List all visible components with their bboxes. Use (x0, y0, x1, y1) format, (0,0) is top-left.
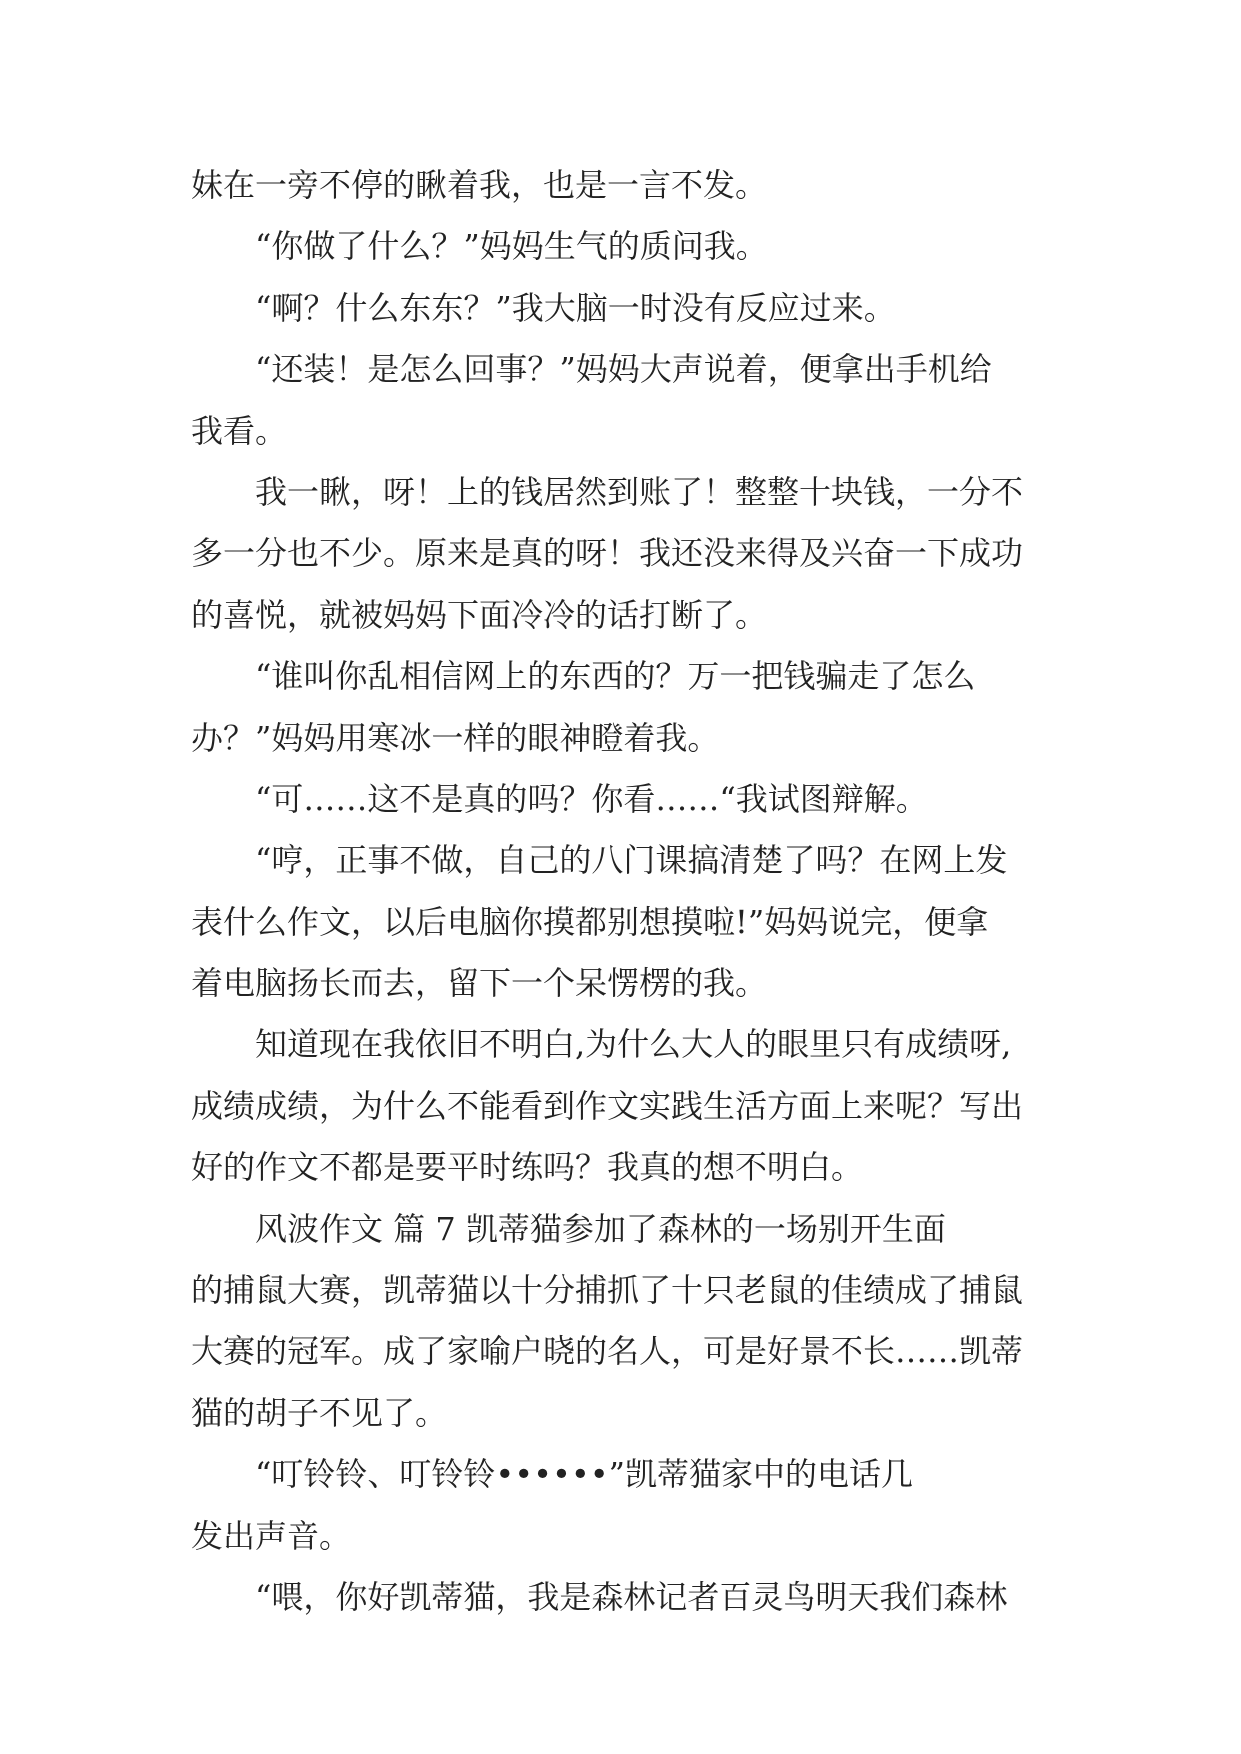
text-line: “谁叫你乱相信网上的东西的？万一把钱骗走了怎么 (255, 657, 976, 696)
text-line: 着电脑扬长而去，留下一个呆愣楞的我。 (191, 964, 768, 1003)
text-line: 成绩成绩，为什么不能看到作文实践生活方面上来呢？写出 (191, 1086, 1024, 1125)
text-line: “喂，你好凯蒂猫，我是森林记者百灵鸟明天我们森林 (255, 1577, 1008, 1616)
text-line: 多一分也不少。原来是真的呀！我还没来得及兴奋一下成功 (191, 534, 1024, 573)
text-line: “啊？什么东东？”我大脑一时没有反应过来。 (255, 288, 896, 327)
text-line: 大赛的冠军。成了家喻户晓的名人，可是好景不长……凯蒂 (191, 1332, 1024, 1371)
text-line: 猫的胡子不见了。 (191, 1393, 448, 1432)
document-body (191, 155, 1061, 1628)
text-line: 表什么作文，以后电脑你摸都别想摸啦!”妈妈说完，便拿 (191, 902, 989, 941)
text-line: “你做了什么？”妈妈生气的质问我。 (255, 227, 768, 266)
text-line: 我看。 (191, 411, 288, 450)
section-heading-line: 风波作文 篇 7 凯蒂猫参加了森林的一场别开生面 (255, 1209, 946, 1248)
text-line: 我一瞅，呀！上的钱居然到账了！整整十块钱，一分不 (255, 472, 1024, 511)
text-line: 的喜悦，就被妈妈下面冷冷的话打断了。 (191, 595, 768, 634)
text-line: 发出声音。 (191, 1516, 352, 1555)
text-line: “叮铃铃、叮铃铃••••••”凯蒂猫家中的电话几 (255, 1455, 913, 1494)
text-line: “可……这不是真的吗？你看……“我试图辩解。 (255, 779, 928, 818)
text-line: “哼，正事不做，自己的八门课搞清楚了吗？在网上发 (255, 841, 1008, 880)
text-line: 妹在一旁不停的瞅着我，也是一言不发。 (191, 166, 768, 204)
text-line: 办？”妈妈用寒冰一样的眼神瞪着我。 (191, 718, 720, 757)
text-line: 的捕鼠大赛，凯蒂猫以十分捕抓了十只老鼠的佳绩成了捕鼠 (191, 1271, 1024, 1310)
text-line: 知道现在我依旧不明白,为什么大人的眼里只有成绩呀, (255, 1025, 1012, 1064)
text-line: 好的作文不都是要平时练吗？我真的想不明白。 (191, 1148, 864, 1187)
text-line: “还装！是怎么回事？”妈妈大声说着，便拿出手机给 (255, 350, 992, 389)
